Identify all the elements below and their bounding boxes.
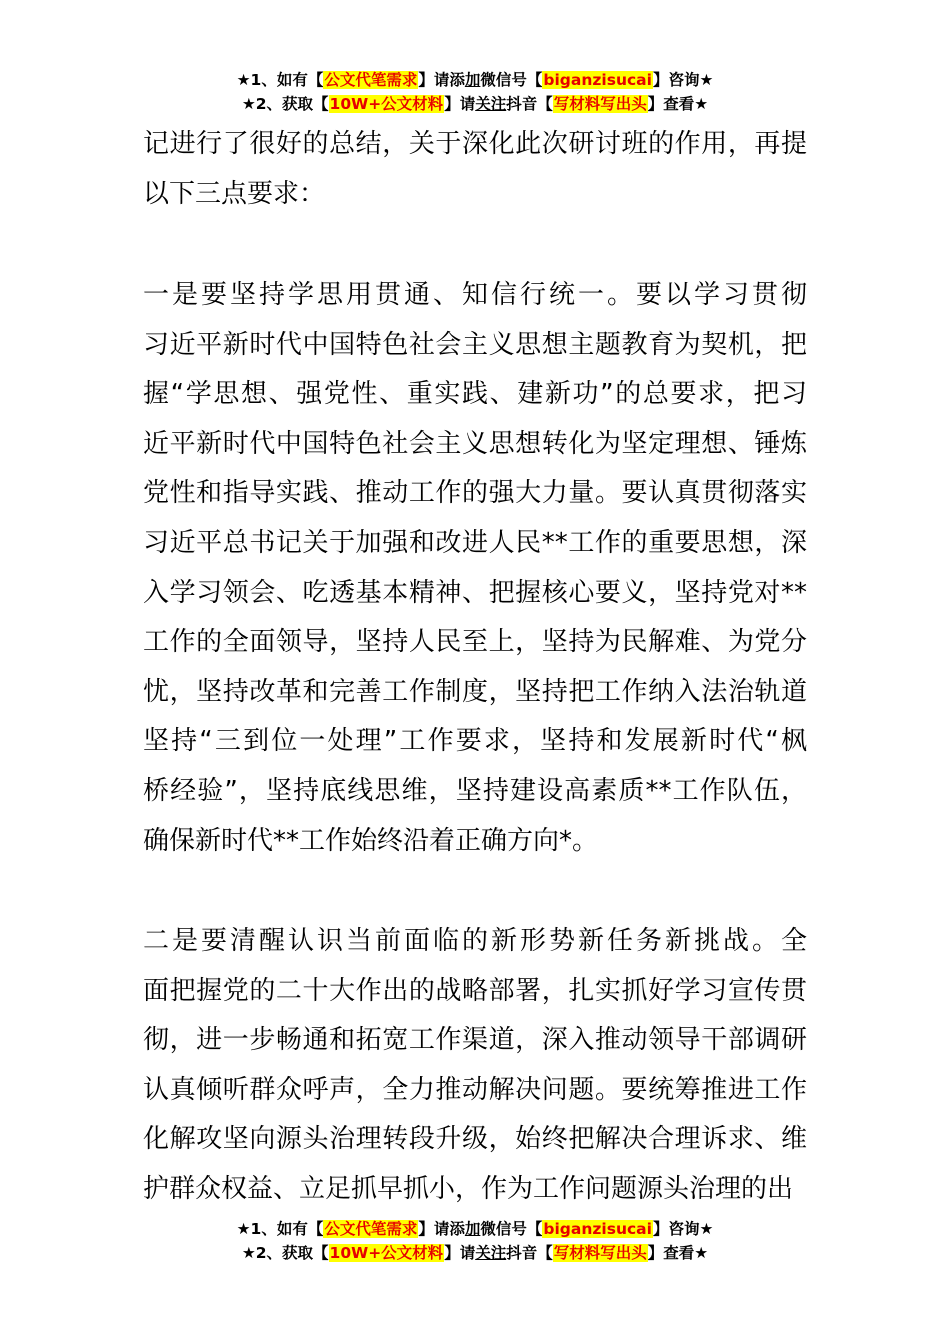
- text-line: 认真倾听群众呼声，全力推动解决问题。要统筹推进工作: [143, 1074, 807, 1105]
- banner-line-2: [0, 92, 950, 116]
- banner-text: 】请添: [418, 71, 465, 89]
- banner-underlined: 关注: [475, 95, 507, 113]
- banner-line-1: [0, 68, 950, 92]
- banner-underlined: 加: [464, 71, 481, 89]
- text-line: 坚持“三到位一处理”工作要求，坚持和发展新时代“枫: [143, 726, 807, 757]
- banner-text: 】请: [444, 1244, 476, 1262]
- text-line: 化解攻坚向源头治理转段升级，始终把解决合理诉求、维: [143, 1124, 807, 1155]
- highlight-wechat-id: biganzisucai: [543, 71, 652, 89]
- paragraph-requirement-2: [143, 917, 807, 1215]
- highlight-service: 公文代笔需求: [324, 1220, 418, 1238]
- banner-text: 微信号【: [480, 71, 543, 89]
- text-line: 工作的全面领导，坚持人民至上，坚持为民解难、为党分: [143, 627, 807, 658]
- highlight-douyin: 写材料写出头: [553, 95, 647, 113]
- text-line: 以下三点要求：: [143, 178, 326, 209]
- text-line: 党性和指导实践、推动工作的强大力量。要认真贯彻落实: [143, 478, 807, 509]
- text-line: 习近平总书记关于加强和改进人民**工作的重要思想，深: [143, 527, 807, 558]
- text-line: 握“学思想、强党性、重实践、建新功”的总要求，把习: [143, 379, 807, 410]
- text-line: 忧，坚持改革和完善工作制度，坚持把工作纳入法治轨道: [143, 676, 807, 707]
- text-line: 护群众权益、立足抓早抓小，作为工作问题源头治理的出: [143, 1173, 794, 1204]
- banner-underlined: 加: [464, 1220, 481, 1238]
- highlight-materials: 10W+公文材料: [329, 1244, 444, 1262]
- text-line: 习近平新时代中国特色社会主义思想主题教育为契机，把: [143, 329, 807, 360]
- text-line: 近平新时代中国特色社会主义思想转化为坚定理想、锤炼: [143, 428, 807, 459]
- header-banner: [0, 68, 950, 116]
- footer-banner: [0, 1217, 950, 1265]
- banner-text: 】咨询★: [652, 71, 714, 89]
- text-line: 二是要清醒认识当前面临的新形势新任务新挑战。全: [143, 926, 807, 956]
- text-line: 面把握党的二十大作出的战略部署，扎实抓好学习宣传贯: [143, 975, 807, 1006]
- text-line: 桥经验”，坚持底线思维，坚持建设高素质**工作队伍，: [143, 775, 807, 806]
- banner-line-2: [0, 1241, 950, 1265]
- text-line: 入学习领会、吃透基本精神、把握核心要义，坚持党对**: [143, 577, 807, 608]
- banner-text: 抖音【: [506, 95, 553, 113]
- banner-text: 】请: [444, 95, 476, 113]
- highlight-douyin: 写材料写出头: [553, 1244, 647, 1262]
- text-line: 一是要坚持学思用贯通、知信行统一。要以学习贯彻: [143, 280, 807, 310]
- paragraph-requirement-1: [143, 271, 807, 866]
- banner-text: ★2、获取【: [241, 1244, 329, 1262]
- banner-text: 】咨询★: [652, 1220, 714, 1238]
- highlight-wechat-id: biganzisucai: [543, 1220, 652, 1238]
- banner-text: 】查看★: [647, 1244, 709, 1262]
- highlight-service: 公文代笔需求: [324, 71, 418, 89]
- banner-text: 微信号【: [480, 1220, 543, 1238]
- highlight-materials: 10W+公文材料: [329, 95, 444, 113]
- text-line: 记进行了很好的总结，关于深化此次研讨班的作用，再提: [143, 129, 807, 159]
- banner-text: ★2、获取【: [241, 95, 329, 113]
- banner-text: ★1、如有【: [236, 1220, 324, 1238]
- text-line: 彻，进一步畅通和拓宽工作渠道，深入推动领导干部调研: [143, 1025, 807, 1056]
- banner-text: 】查看★: [647, 95, 709, 113]
- banner-underlined: 关注: [475, 1244, 507, 1262]
- banner-text: 抖音【: [506, 1244, 553, 1262]
- banner-text: ★1、如有【: [236, 71, 324, 89]
- banner-line-1: [0, 1217, 950, 1241]
- paragraph-intro: [143, 120, 807, 219]
- text-line: 确保新时代**工作始终沿着正确方向*。: [143, 825, 599, 856]
- banner-text: 】请添: [418, 1220, 465, 1238]
